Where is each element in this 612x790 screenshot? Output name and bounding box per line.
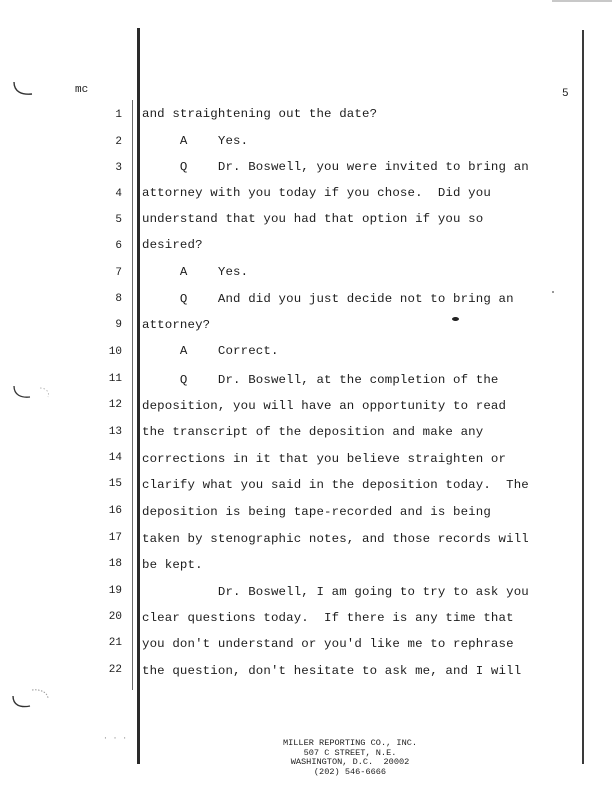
ink-speck [452,317,459,321]
line-number: 21 [108,637,122,649]
punch-hole-icon [10,382,54,404]
transcript-line: A Correct. [142,344,279,358]
transcript-line: and straightening out the date? [142,107,378,121]
footer-company: MILLER REPORTING CO., INC. [282,738,418,748]
line-number: 16 [108,505,122,517]
line-number: 4 [115,188,122,200]
line-number: 9 [115,319,122,331]
punch-hole-icon [10,686,54,710]
line-number: 18 [108,558,122,570]
line-number: 13 [108,426,122,438]
line-number: 22 [108,664,122,676]
transcript-line: taken by stenographic notes, and those records will [142,532,529,546]
transcript-line: deposition is being tape-recorded and is being [142,505,491,519]
transcript-line: A Yes. [142,134,249,148]
transcript-line: understand that you had that option if you so [142,212,484,226]
transcript-line: clarify what you said in the deposition today. The [142,478,529,492]
scan-edge [552,0,612,2]
line-number: 15 [108,478,122,490]
ink-speck [552,291,554,293]
line-number: 2 [115,136,122,148]
line-number: 5 [115,214,122,226]
line-number: 8 [115,293,122,305]
transcript-line: attorney with you today if you chose. Did you [142,186,491,200]
line-number: 7 [115,267,122,279]
left-margin-rule [137,28,140,764]
transcript-line: Q Dr. Boswell, at the completion of the [142,373,499,387]
left-margin-rule-thin [132,100,133,690]
transcript-line: clear questions today. If there is any time that [142,611,514,625]
transcript-line: the transcript of the deposition and make any [142,425,484,439]
transcript-line: deposition, you will have an opportunity to read [142,399,507,413]
footer-street: 507 C STREET, N.E. [303,747,397,758]
punch-hole-icon [10,78,36,98]
reporter-initials: mc [75,84,89,96]
transcript-line: Q Dr. Boswell, you were invited to bring an [142,160,529,174]
line-number: 10 [108,346,122,358]
transcript-line: Q And did you just decide not to bring an [142,292,514,306]
right-margin-rule [582,30,584,764]
line-number: 19 [108,585,122,597]
transcript-line: desired? [142,238,203,252]
line-number: 11 [108,373,122,385]
line-number: 12 [108,399,122,411]
transcript-line: corrections in it that you believe straighten or [142,452,507,466]
line-number: 6 [115,240,122,252]
line-number: 20 [108,611,122,623]
transcript-line: A Yes. [142,265,249,279]
line-number: 3 [115,162,122,174]
transcript-line: be kept. [142,558,203,572]
transcript-line: attorney? [142,318,211,332]
transcript-line: Dr. Boswell, I am going to try to ask you [142,585,529,599]
transcript-line: you don't understand or you'd like me to rephrase [142,637,514,651]
page-number: 5 [562,88,569,100]
reporter-footer [250,739,450,777]
line-number: 17 [108,532,122,544]
line-number: 14 [108,452,122,464]
footer-city: WASHINGTON, D.C. 20002 [290,757,410,768]
transcript-line: the question, don't hesitate to ask me, and I will [142,664,522,678]
footer-phone: (202) 546-6666 [313,766,387,777]
scan-dots: · · · [103,734,128,743]
line-number: 1 [115,109,122,121]
